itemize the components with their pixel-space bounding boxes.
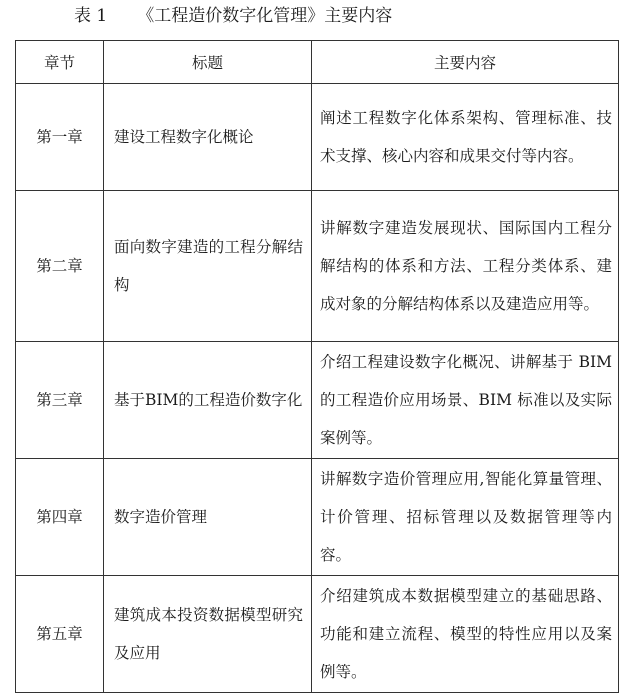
chapter-cell: 第一章 — [16, 84, 104, 191]
content-cell: 讲解数字建造发展现状、国际国内工程分解结构的体系和方法、工程分类体系、建成对象的分解结构体系以及建造应用等。 — [312, 191, 619, 342]
content-cell: 介绍建筑成本数据模型建立的基础思路、功能和建立流程、模型的特性应用以及案例等。 — [312, 576, 619, 693]
title-cell: 建筑成本投资数据模型研究及应用 — [104, 576, 312, 693]
table-caption — [74, 4, 392, 28]
title-cell: 建设工程数字化概论 — [104, 84, 312, 191]
chapter-cell: 第二章 — [16, 191, 104, 342]
table-row — [16, 576, 619, 693]
content-cell: 阐述工程数字化体系架构、管理标准、技术支撑、核心内容和成果交付等内容。 — [312, 84, 619, 191]
table-title: 《工程造价数字化管理》主要内容 — [137, 6, 393, 26]
table-number: 表 1 — [74, 6, 108, 26]
title-cell: 基于BIM的工程造价数字化 — [104, 342, 312, 459]
header-row — [16, 41, 619, 84]
chapter-cell: 第三章 — [16, 342, 104, 459]
table-row — [16, 84, 619, 191]
chapter-cell: 第四章 — [16, 459, 104, 576]
title-cell: 面向数字建造的工程分解结构 — [104, 191, 312, 342]
table-row — [16, 342, 619, 459]
header-chapter: 章节 — [16, 41, 104, 84]
header-title: 标题 — [104, 41, 312, 84]
table-row — [16, 191, 619, 342]
header-content: 主要内容 — [312, 41, 619, 84]
content-cell: 介绍工程建设数字化概况、讲解基于 BIM 的工程造价应用场景、BIM 标准以及实际案例等。 — [312, 342, 619, 459]
chapter-cell: 第五章 — [16, 576, 104, 693]
table-row — [16, 459, 619, 576]
title-cell: 数字造价管理 — [104, 459, 312, 576]
content-cell: 讲解数字造价管理应用,智能化算量管理、计价管理、招标管理以及数据管理等内容。 — [312, 459, 619, 576]
content-table — [15, 40, 619, 693]
